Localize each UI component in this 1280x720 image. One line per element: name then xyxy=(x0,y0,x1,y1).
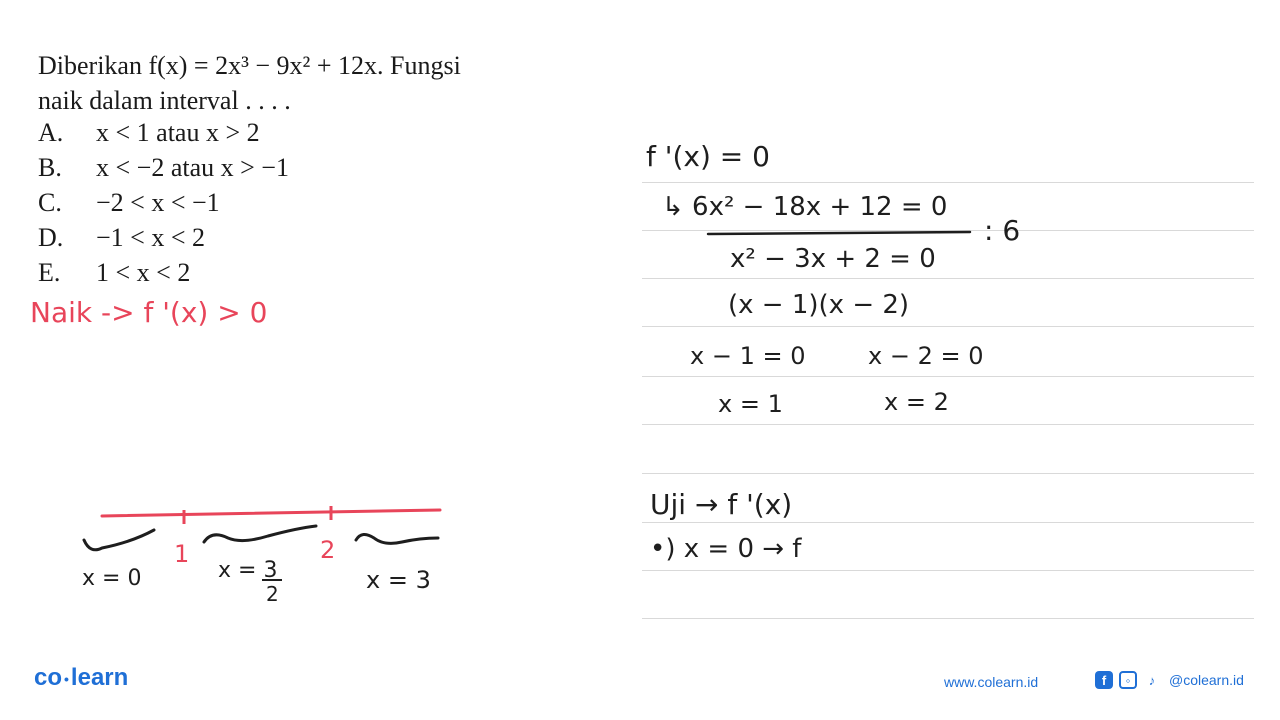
test-point-3: x = 3 xyxy=(366,566,431,594)
option-label: E. xyxy=(38,258,61,287)
question-line-2: naik dalam interval . . . . xyxy=(38,86,291,115)
step-simplified: x² − 3x + 2 = 0 xyxy=(730,244,936,274)
naik-note: Naik -> f '(x) > 0 xyxy=(30,296,268,329)
uji-test-zero: •) x = 0 → f xyxy=(650,534,802,564)
root-1-value: x = 1 xyxy=(718,390,783,418)
facebook-icon[interactable]: f xyxy=(1095,671,1113,689)
root-1-equation: x − 1 = 0 xyxy=(690,342,806,370)
number-line-mark-1: 1 xyxy=(174,540,190,568)
website-link[interactable]: www.colearn.id xyxy=(944,674,1039,690)
option-text: −1 < x < 2 xyxy=(96,223,205,252)
step-derivative-expanded: ↳ 6x² − 18x + 12 = 0 xyxy=(662,192,948,222)
root-2-value: x = 2 xyxy=(884,388,949,416)
tiktok-icon[interactable]: ♪ xyxy=(1148,672,1156,688)
step-factored: (x − 1)(x − 2) xyxy=(728,290,910,320)
colearn-logo: co •learn xyxy=(34,664,129,691)
question-line-1: Diberikan f(x) = 2x³ − 9x² + 12x. Fungsi xyxy=(38,51,461,80)
test-point-1: x = 0 xyxy=(82,566,142,591)
brand-left: co xyxy=(34,664,63,691)
option-label: B. xyxy=(38,153,62,182)
uji-heading: Uji → f '(x) xyxy=(650,488,793,521)
option-text: 1 < x < 2 xyxy=(96,258,191,287)
interval-arc-middle xyxy=(204,526,316,542)
number-line-mark-2: 2 xyxy=(320,536,336,564)
interval-arc-right xyxy=(356,534,438,543)
interval-arc-left xyxy=(84,530,154,550)
social-links xyxy=(1095,671,1244,689)
option-text: x < 1 atau x > 2 xyxy=(96,118,260,147)
fraction-bar xyxy=(708,232,970,234)
option-label: D. xyxy=(38,223,64,252)
root-2-equation: x − 2 = 0 xyxy=(868,342,984,370)
divide-by-six: : 6 xyxy=(984,214,1021,247)
brand-right: learn xyxy=(70,664,129,691)
option-text: x < −2 atau x > −1 xyxy=(96,153,289,182)
option-text: −2 < x < −1 xyxy=(96,188,220,217)
number-line xyxy=(102,510,440,516)
step-derivative-zero: f '(x) = 0 xyxy=(646,140,770,173)
test-point-2: x = 3 xyxy=(218,558,278,583)
option-label: A. xyxy=(38,118,64,147)
instagram-icon[interactable]: ◦ xyxy=(1119,671,1137,689)
social-handle[interactable]: @colearn.id xyxy=(1169,672,1244,688)
option-label: C. xyxy=(38,188,62,217)
test-point-2-denominator: 2 xyxy=(266,582,279,606)
